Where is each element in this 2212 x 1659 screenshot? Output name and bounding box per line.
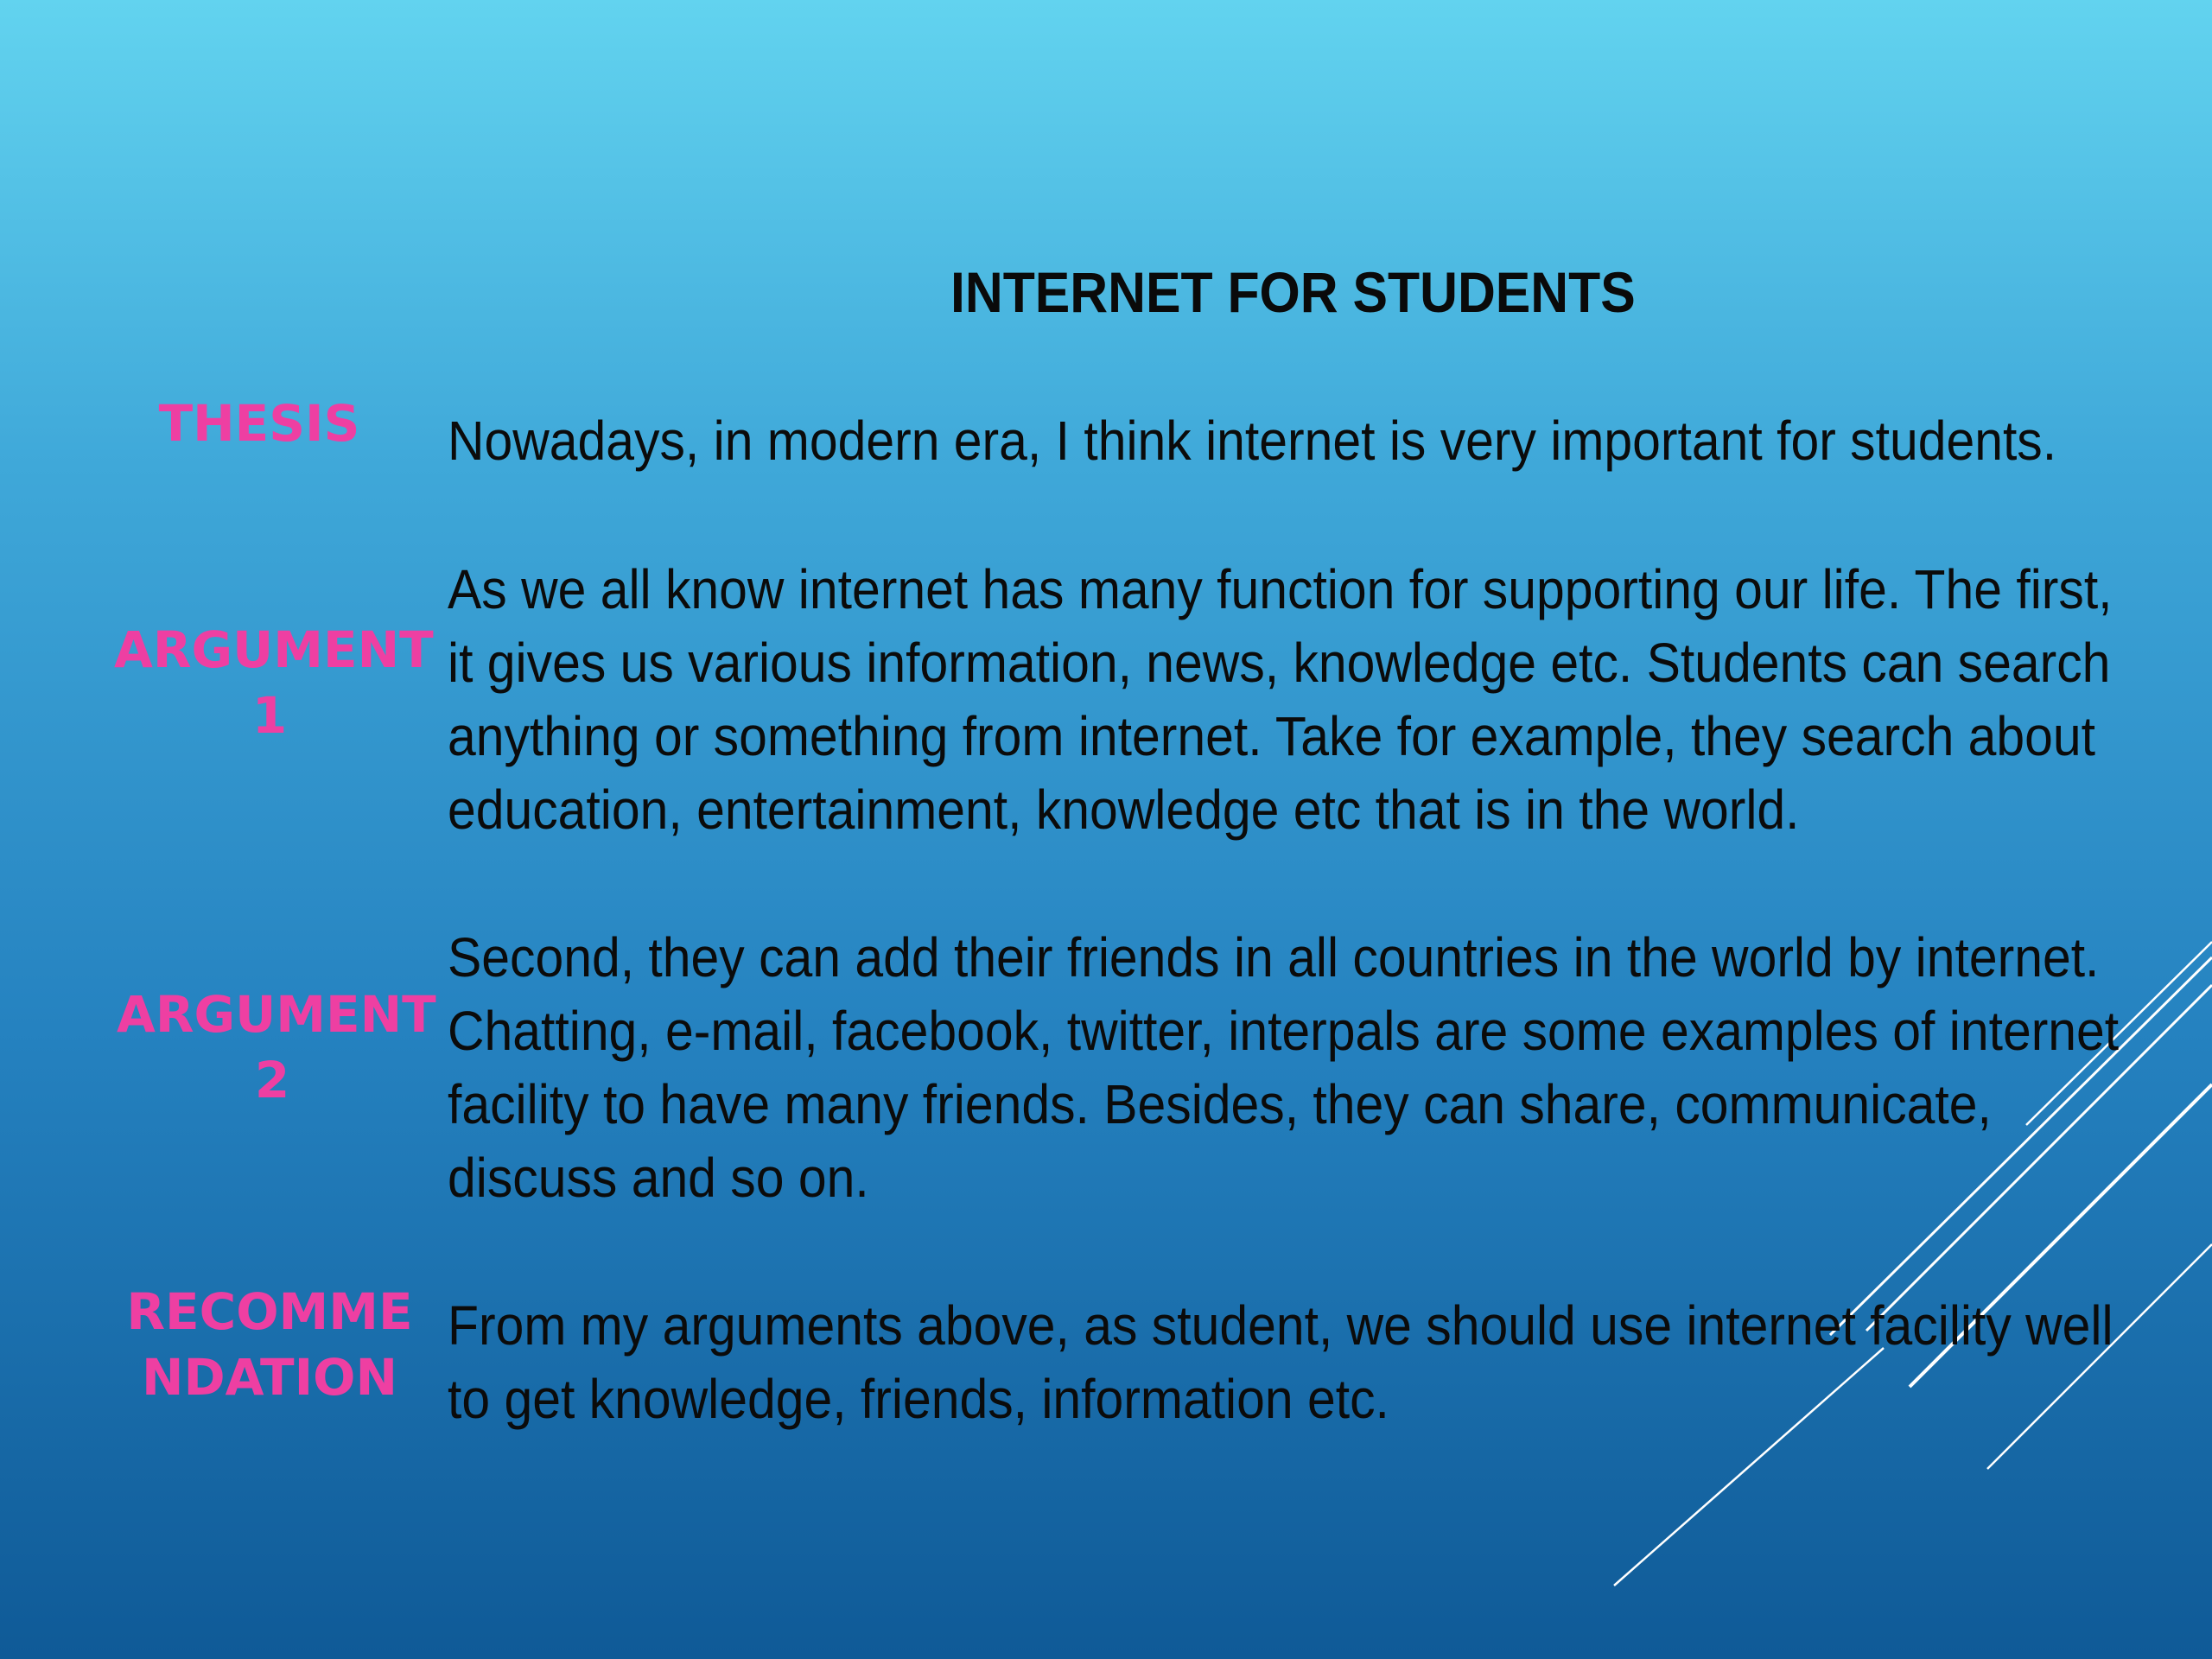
section-label-argument-1: ARGUMENT 1 (114, 620, 434, 745)
text-line: to get knowledge, friends, information etc. (448, 1368, 1389, 1430)
section-text-argument-2 (448, 921, 2120, 1215)
text-line: From my arguments above, as student, we should use internet facility well (448, 1294, 2113, 1357)
section-label-argument-2: ARGUMENT 2 (117, 985, 436, 1109)
text-line: Second, they can add their friends in all countries in the world by internet. (448, 926, 2100, 988)
text-line: discuss and so on. (448, 1147, 869, 1209)
section-label-recommendation: RECOMME NDATION (126, 1282, 413, 1407)
section-text-argument-1 (448, 553, 2113, 847)
text-line: As we all know internet has many function for supporting our life. The first, (448, 558, 2113, 620)
section-label-thesis: THESIS (158, 394, 360, 453)
text-line: anything or something from internet. Take for example, they search about (448, 705, 2096, 767)
text-line: Chatting, e-mail, facebook, twitter, interpals are some examples of internet (448, 1000, 2120, 1062)
section-text-recommendation (448, 1289, 2113, 1436)
text-line: Nowadays, in modern era, I think internet is very important for students. (448, 410, 2057, 472)
text-line: education, entertainment, knowledge etc that is in the world. (448, 779, 1800, 841)
text-line: facility to have many friends. Besides, they can share, communicate, (448, 1073, 1992, 1135)
slide-title: INTERNET FOR STUDENTS (950, 260, 1636, 324)
text-line: it gives us various information, news, knowledge etc. Students can search (448, 632, 2111, 694)
section-text-thesis (448, 404, 2057, 478)
